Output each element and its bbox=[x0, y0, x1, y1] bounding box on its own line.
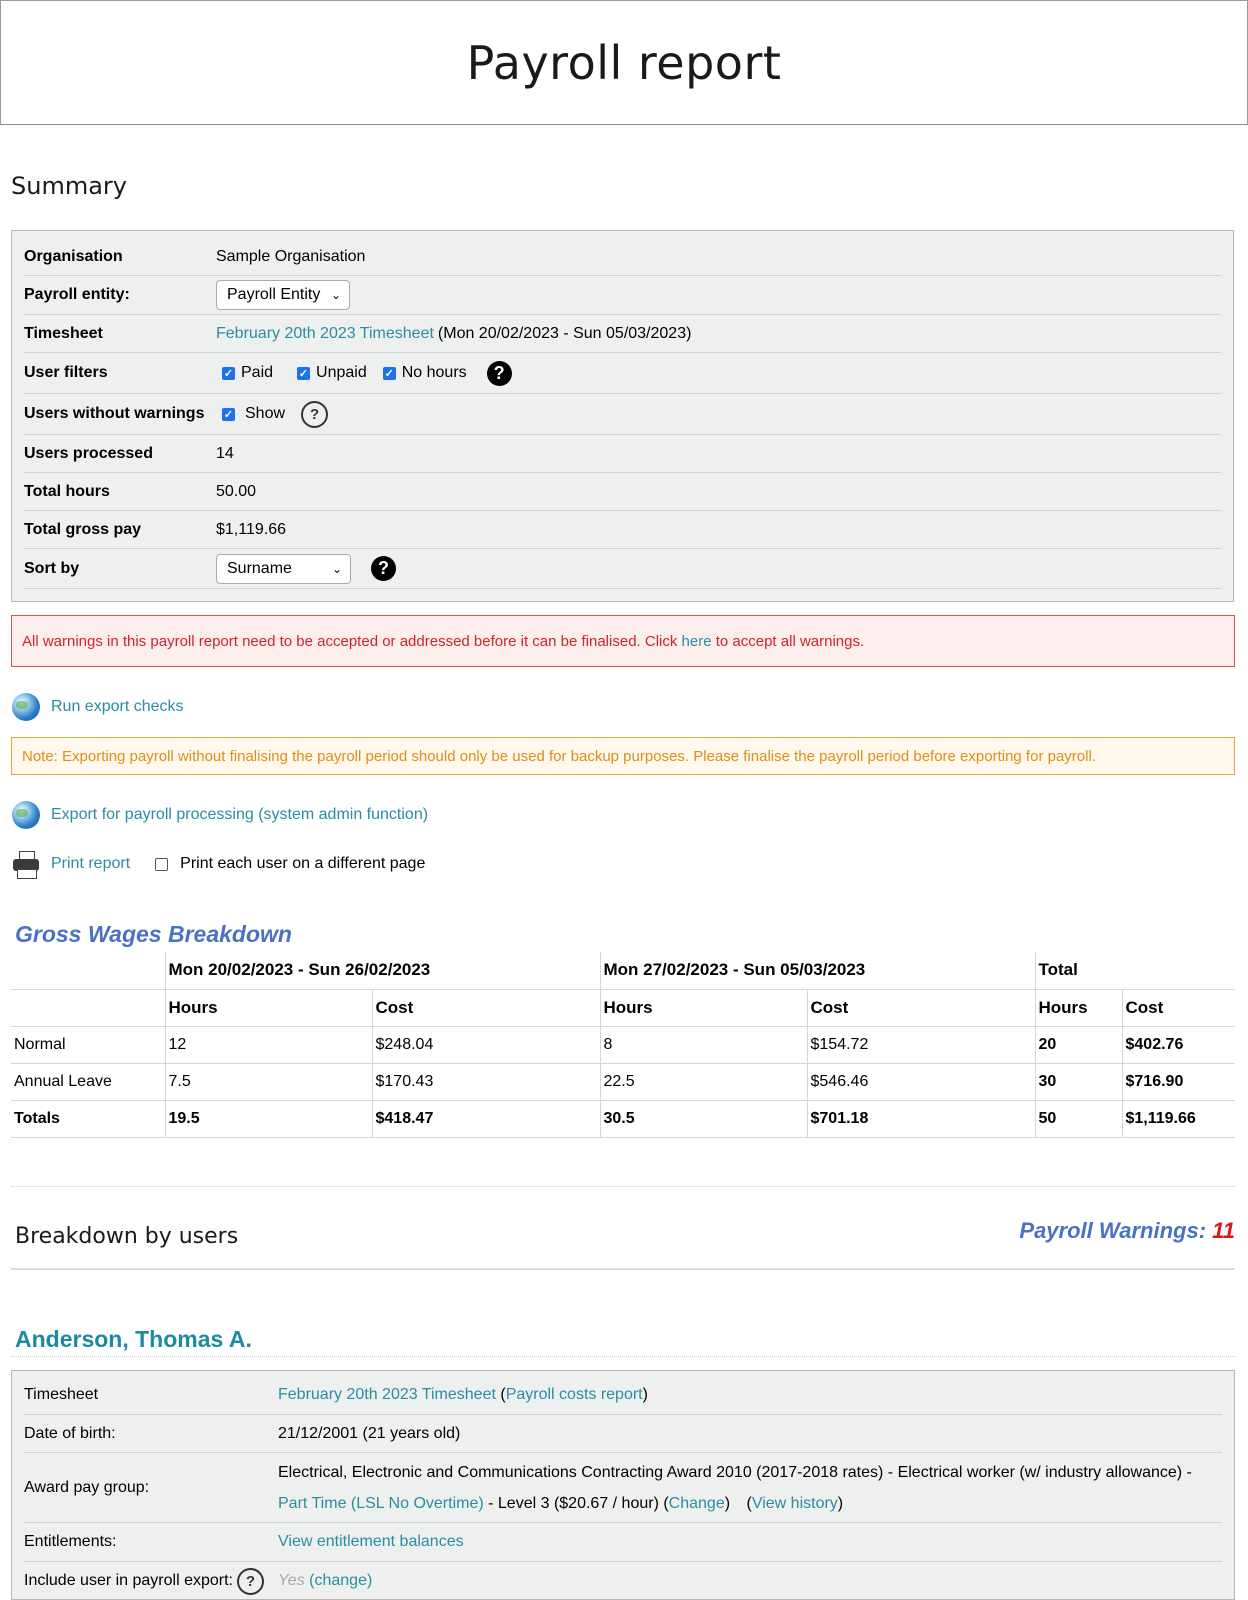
user-name-heading: Anderson, Thomas A. bbox=[15, 1326, 252, 1352]
help-icon[interactable]: ? bbox=[371, 556, 396, 581]
row-label: Totals bbox=[11, 1100, 165, 1137]
table-cell: $248.04 bbox=[372, 1026, 600, 1063]
print-each-user-label: Print each user on a different page bbox=[180, 855, 426, 872]
hours-header: Hours bbox=[600, 989, 807, 1026]
summary-row-timesheet bbox=[24, 315, 1221, 353]
page-header bbox=[0, 0, 1248, 125]
user-row-include-export bbox=[24, 1562, 1222, 1600]
no-hours-label: No hours bbox=[401, 364, 467, 381]
summary-row-total-gross-pay bbox=[24, 511, 1221, 549]
summary-row-users-processed bbox=[24, 435, 1221, 473]
row-label: Normal bbox=[11, 1026, 165, 1063]
users-without-warnings-label: Users without warnings bbox=[24, 405, 205, 422]
summary-row-organisation bbox=[24, 239, 1221, 276]
table-cell: $154.72 bbox=[807, 1026, 1035, 1063]
payroll-warnings-summary bbox=[1019, 1218, 1235, 1244]
timesheet-link[interactable]: February 20th 2023 Timesheet bbox=[216, 324, 434, 342]
dob-value: 21/12/2001 (21 years old) bbox=[278, 1424, 461, 1442]
include-export-value: Yes bbox=[278, 1572, 305, 1589]
timesheet-label: Timesheet bbox=[24, 324, 103, 342]
export-note-banner bbox=[11, 737, 1235, 775]
table-cell: 19.5 bbox=[165, 1100, 372, 1137]
table-cell: $170.43 bbox=[372, 1063, 600, 1100]
help-outline-icon[interactable]: ? bbox=[237, 1568, 264, 1595]
table-header-row bbox=[11, 952, 1235, 989]
table-cell: $701.18 bbox=[807, 1100, 1035, 1137]
table-cell: 7.5 bbox=[165, 1063, 372, 1100]
warning-banner bbox=[11, 615, 1235, 667]
row-label: Annual Leave bbox=[11, 1063, 165, 1100]
table-subheader-row bbox=[11, 989, 1235, 1026]
export-note-text: Note: Exporting payroll without finalising the payroll period should only be used for backup purposes. Please finalise the payroll period before exporting for payroll. bbox=[22, 747, 1096, 765]
organisation-value: Sample Organisation bbox=[216, 248, 366, 265]
chevron-down-icon: ⌄ bbox=[331, 561, 342, 576]
view-history-link[interactable]: View history bbox=[751, 1494, 838, 1512]
globe-icon bbox=[12, 693, 40, 721]
chevron-down-icon: ⌄ bbox=[330, 288, 341, 302]
table-row bbox=[11, 1063, 1235, 1100]
period-header: Total bbox=[1035, 952, 1235, 989]
print-report-link[interactable]: Print report bbox=[51, 855, 131, 872]
warning-text: All warnings in this payroll report need to be accepted or addressed before it can be finalised. Click bbox=[22, 632, 682, 650]
user-row-timesheet: Timesheet February 20th 2023 Timesheet (Payroll costs report) bbox=[24, 1375, 1222, 1415]
printer-icon bbox=[12, 850, 40, 878]
hours-header: Hours bbox=[165, 989, 372, 1026]
export-row bbox=[12, 801, 428, 829]
table-cell: 50 bbox=[1035, 1100, 1122, 1137]
table-cell: $546.46 bbox=[807, 1063, 1035, 1100]
summary-row-payroll-entity bbox=[24, 276, 1221, 315]
no-hours-checkbox[interactable]: ✓ bbox=[384, 367, 394, 380]
table-cell: 30.5 bbox=[600, 1100, 807, 1137]
hours-header: Hours bbox=[1035, 989, 1122, 1026]
user-detail-panel bbox=[11, 1370, 1235, 1600]
user-timesheet-link[interactable]: February 20th 2023 Timesheet bbox=[278, 1385, 496, 1403]
help-icon[interactable]: ? bbox=[487, 361, 512, 386]
run-export-checks-link[interactable]: Run export checks bbox=[51, 698, 184, 715]
payroll-warnings-count: 11 bbox=[1212, 1218, 1235, 1243]
gross-wages-title: Gross Wages Breakdown bbox=[15, 921, 292, 947]
dob-label: Date of birth: bbox=[24, 1424, 116, 1442]
payroll-entity-select[interactable] bbox=[216, 280, 350, 310]
award-description: Electrical, Electronic and Communications Contracting Award 2010 (2017-2018 rates) - Electrical worker (w/ industry allowance) - bbox=[278, 1463, 1192, 1481]
table-cell: 8 bbox=[600, 1026, 807, 1063]
sort-by-select[interactable] bbox=[216, 554, 351, 584]
view-entitlement-balances-link[interactable]: View entitlement balances bbox=[278, 1533, 464, 1550]
table-cell: 12 bbox=[165, 1026, 372, 1063]
table-row-totals bbox=[11, 1100, 1235, 1137]
table-row bbox=[11, 1026, 1235, 1063]
table-cell: $418.47 bbox=[372, 1100, 600, 1137]
divider bbox=[11, 1356, 1235, 1357]
print-row bbox=[12, 850, 425, 878]
total-hours-label: Total hours bbox=[24, 482, 110, 500]
summary-row-sort-by bbox=[24, 549, 1221, 589]
table-cell: $1,119.66 bbox=[1122, 1100, 1235, 1137]
total-gross-pay-value: $1,119.66 bbox=[216, 520, 286, 538]
payroll-entity-selected: Payroll Entity bbox=[227, 286, 321, 303]
sort-by-label: Sort by bbox=[24, 559, 80, 577]
summary-heading: Summary bbox=[11, 172, 127, 200]
user-timesheet-label: Timesheet bbox=[24, 1385, 99, 1403]
organisation-label: Organisation bbox=[24, 248, 123, 265]
show-label: Show bbox=[245, 405, 286, 422]
summary-panel bbox=[11, 230, 1234, 602]
show-checkbox[interactable]: ✓ bbox=[223, 408, 234, 421]
unpaid-label: Unpaid bbox=[316, 364, 367, 381]
users-processed-value: 14 bbox=[216, 444, 234, 462]
gross-wages-table bbox=[11, 952, 1235, 1138]
page-title: Payroll report bbox=[466, 35, 782, 90]
include-export-change-link[interactable]: (change) bbox=[309, 1572, 373, 1589]
total-gross-pay-label: Total gross pay bbox=[24, 520, 142, 538]
help-outline-icon[interactable]: ? bbox=[301, 401, 328, 428]
accept-all-warnings-link[interactable]: here bbox=[681, 632, 712, 650]
summary-row-user-filters bbox=[24, 353, 1221, 394]
table-cell: 30 bbox=[1035, 1063, 1122, 1100]
divider bbox=[11, 1268, 1235, 1270]
warning-text-end: to accept all warnings. bbox=[711, 632, 865, 650]
table-cell: $402.76 bbox=[1122, 1026, 1235, 1063]
entitlements-label: Entitlements: bbox=[24, 1533, 117, 1550]
users-processed-label: Users processed bbox=[24, 444, 153, 462]
sort-by-selected: Surname bbox=[227, 559, 292, 577]
globe-icon bbox=[12, 801, 40, 829]
timesheet-range: (Mon 20/02/2023 - Sun 05/03/2023) bbox=[437, 324, 692, 342]
breakdown-heading: Breakdown by users bbox=[15, 1224, 239, 1249]
table-cell: 20 bbox=[1035, 1026, 1122, 1063]
award-label: Award pay group: bbox=[24, 1478, 150, 1496]
user-row-dob bbox=[24, 1415, 1222, 1453]
paid-label: Paid bbox=[241, 364, 274, 381]
period-header: Mon 27/02/2023 - Sun 05/03/2023 bbox=[600, 952, 1035, 989]
change-award-link[interactable]: Change bbox=[668, 1494, 725, 1512]
payroll-warnings-label: Payroll Warnings: bbox=[1019, 1218, 1207, 1243]
award-type-link[interactable]: Part Time (LSL No Overtime) bbox=[278, 1494, 484, 1512]
user-filters-label: User filters bbox=[24, 364, 108, 381]
print-each-user-checkbox[interactable] bbox=[155, 858, 168, 871]
paid-checkbox[interactable]: ✓ bbox=[223, 367, 234, 380]
include-export-label: Include user in payroll export: bbox=[24, 1572, 233, 1589]
user-row-entitlements bbox=[24, 1523, 1222, 1562]
summary-row-total-hours bbox=[24, 473, 1221, 511]
total-hours-value: 50.00 bbox=[216, 482, 257, 500]
export-payroll-link[interactable]: Export for payroll processing (system admin function) bbox=[51, 806, 429, 823]
payroll-entity-label: Payroll entity: bbox=[24, 286, 130, 303]
cost-header: Cost bbox=[807, 989, 1035, 1026]
cost-header: Cost bbox=[1122, 989, 1235, 1026]
award-level: - Level 3 ($20.67 / hour) ( bbox=[483, 1494, 669, 1512]
summary-row-users-without-warnings bbox=[24, 394, 1221, 435]
run-export-checks-row bbox=[12, 693, 184, 721]
table-cell: 22.5 bbox=[600, 1063, 807, 1100]
table-cell: $716.90 bbox=[1122, 1063, 1235, 1100]
divider bbox=[11, 1186, 1235, 1187]
payroll-costs-report-link[interactable]: Payroll costs report bbox=[505, 1385, 643, 1403]
user-row-award: Award pay group: Electrical, Electronic and Communications Contracting Award 2010 (2017-2018 rates) - Electrical worker (w/ industry allowance) - Part Time (LSL No Overtime) - Level 3 ($20.67 / hour) (Change) (View history) bbox=[24, 1453, 1222, 1523]
unpaid-checkbox[interactable]: ✓ bbox=[298, 367, 309, 380]
period-header: Mon 20/02/2023 - Sun 26/02/2023 bbox=[165, 952, 600, 989]
cost-header: Cost bbox=[372, 989, 600, 1026]
